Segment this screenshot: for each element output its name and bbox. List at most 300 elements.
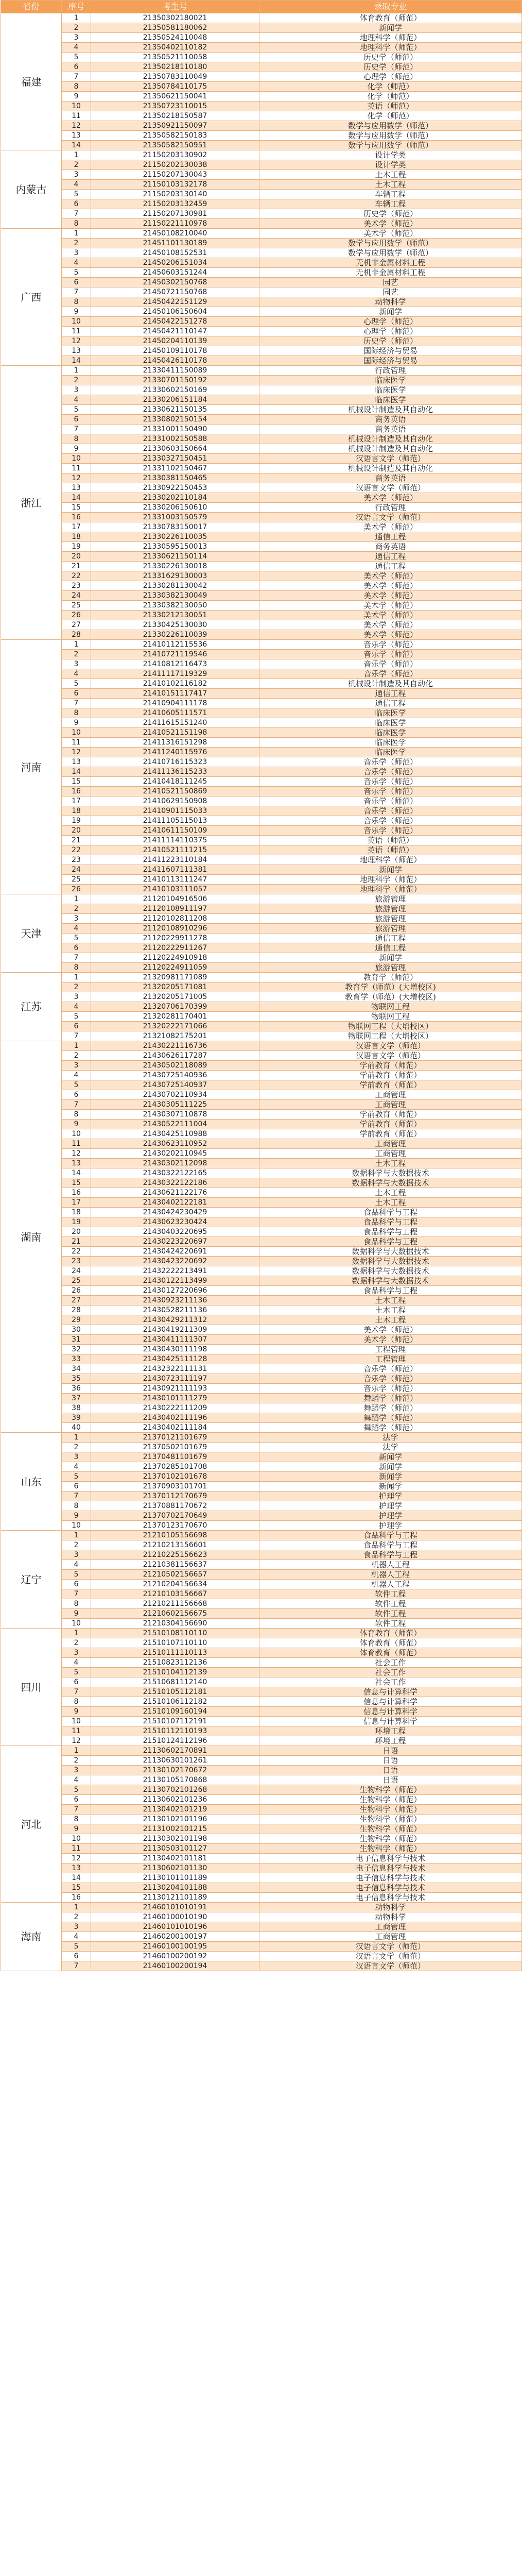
table-row: [1, 1315, 522, 1325]
table-row: [1, 13, 522, 23]
major-cell: 音乐学（师范）: [259, 757, 522, 767]
table-row: [1, 1824, 522, 1834]
table-row: [1, 1423, 522, 1433]
table-row: [1, 92, 522, 101]
seq-cell: 4: [62, 395, 91, 405]
major-cell: 设计学类: [259, 160, 522, 170]
major-cell: 日语: [259, 1746, 522, 1756]
student-id-cell: 21430425110988: [91, 1129, 259, 1139]
student-id-cell: 21120102811208: [91, 914, 259, 924]
seq-cell: 7: [62, 425, 91, 434]
seq-cell: 5: [62, 1785, 91, 1795]
student-id-cell: 21330327150451: [91, 454, 259, 464]
table-row: [1, 1912, 522, 1922]
student-id-cell: 21450106150604: [91, 307, 259, 317]
table-row: [1, 904, 522, 914]
student-id-cell: 21330621150135: [91, 405, 259, 415]
student-id-cell: 21120229911278: [91, 934, 259, 943]
province-cell: 广西: [1, 229, 62, 366]
seq-cell: 28: [62, 1306, 91, 1315]
table-row: [1, 1002, 522, 1012]
table-row: [1, 1394, 522, 1403]
table-row: [1, 1110, 522, 1120]
seq-cell: 27: [62, 1296, 91, 1306]
table-row: [1, 865, 522, 875]
table-row: [1, 816, 522, 826]
table-row: [1, 1775, 522, 1785]
major-cell: 无机非金属材料工程: [259, 258, 522, 268]
student-id-cell: 21350783110049: [91, 72, 259, 82]
student-id-cell: 21330382130050: [91, 601, 259, 611]
student-id-cell: 21150221110978: [91, 219, 259, 229]
student-id-cell: 21210211156668: [91, 1599, 259, 1609]
table-row: [1, 591, 522, 601]
major-cell: 美术学（师范）: [259, 581, 522, 591]
major-cell: 化学（师范）: [259, 92, 522, 101]
student-id-cell: 21150207130043: [91, 170, 259, 180]
seq-cell: 1: [62, 1629, 91, 1638]
student-id-cell: 21510108110110: [91, 1629, 259, 1638]
student-id-cell: 21331003150579: [91, 513, 259, 522]
seq-cell: 8: [62, 963, 91, 973]
student-id-cell: 21130630101261: [91, 1756, 259, 1766]
student-id-cell: 21450109110178: [91, 346, 259, 356]
table-row: [1, 513, 522, 522]
table-row: [1, 1903, 522, 1912]
seq-cell: 10: [62, 1834, 91, 1844]
table-row: [1, 1345, 522, 1354]
student-id-cell: 21350723110015: [91, 101, 259, 111]
table-row: [1, 1227, 522, 1237]
major-cell: 美术学（师范）: [259, 522, 522, 532]
student-id-cell: 21210103156667: [91, 1589, 259, 1599]
seq-cell: 1: [62, 894, 91, 904]
table-row: [1, 336, 522, 346]
seq-cell: 4: [62, 924, 91, 934]
table-row: [1, 1511, 522, 1521]
major-cell: 无机非金属材料工程: [259, 268, 522, 278]
student-id-cell: 21510111110113: [91, 1648, 259, 1658]
table-row: [1, 1433, 522, 1443]
student-id-cell: 21330602150169: [91, 385, 259, 395]
table-row: [1, 307, 522, 317]
table-row: [1, 1550, 522, 1560]
major-cell: 车辆工程: [259, 190, 522, 199]
student-id-cell: 21350524110048: [91, 33, 259, 43]
seq-cell: 6: [62, 1580, 91, 1589]
student-id-cell: 21331002150588: [91, 434, 259, 444]
table-row: [1, 522, 522, 532]
seq-cell: 33: [62, 1354, 91, 1364]
major-cell: 舞蹈学（师范）: [259, 1413, 522, 1423]
student-id-cell: 21350581180062: [91, 23, 259, 33]
table-row: [1, 503, 522, 513]
major-cell: 数学与应用数学（师范）: [259, 239, 522, 248]
seq-cell: 3: [62, 1766, 91, 1775]
table-row: [1, 1080, 522, 1090]
major-cell: 护理学: [259, 1521, 522, 1531]
student-id-cell: 21410521150869: [91, 787, 259, 796]
table-row: [1, 356, 522, 366]
seq-cell: 1: [62, 1433, 91, 1443]
table-row: [1, 1413, 522, 1423]
major-cell: 行政管理: [259, 366, 522, 376]
table-row: [1, 1658, 522, 1668]
seq-cell: 10: [62, 454, 91, 464]
seq-cell: 3: [62, 659, 91, 669]
seq-cell: 8: [62, 1599, 91, 1609]
seq-cell: 17: [62, 522, 91, 532]
major-cell: 工程管理: [259, 1354, 522, 1364]
table-row: [1, 1863, 522, 1873]
table-row: [1, 767, 522, 777]
seq-cell: 5: [62, 934, 91, 943]
table-row: [1, 1306, 522, 1315]
table-row: [1, 1540, 522, 1550]
seq-cell: 15: [62, 1178, 91, 1188]
table-row: [1, 1648, 522, 1658]
major-cell: 机械设计制造及其自动化: [259, 405, 522, 415]
table-row: [1, 1501, 522, 1511]
major-cell: 机械设计制造及其自动化: [259, 434, 522, 444]
seq-cell: 8: [62, 219, 91, 229]
table-row: [1, 1805, 522, 1815]
seq-cell: 9: [62, 1609, 91, 1619]
seq-cell: 39: [62, 1413, 91, 1423]
student-id-cell: 21410904111178: [91, 699, 259, 708]
student-id-cell: 21210304156690: [91, 1619, 259, 1629]
seq-cell: 4: [62, 1462, 91, 1472]
seq-cell: 7: [62, 1100, 91, 1110]
major-cell: 土木工程: [259, 1296, 522, 1306]
student-id-cell: 21430725140936: [91, 1071, 259, 1080]
student-id-cell: 21330621150114: [91, 552, 259, 562]
table-row: [1, 1629, 522, 1638]
table-row: [1, 571, 522, 581]
student-id-cell: 21450204110139: [91, 336, 259, 346]
table-row: [1, 1668, 522, 1677]
seq-cell: 6: [62, 278, 91, 287]
major-cell: 护理学: [259, 1501, 522, 1511]
seq-cell: 34: [62, 1364, 91, 1374]
seq-cell: 37: [62, 1394, 91, 1403]
major-cell: 临床医学: [259, 708, 522, 718]
major-cell: 社会工作: [259, 1677, 522, 1687]
major-cell: 园艺: [259, 278, 522, 287]
major-cell: 电子信息科学与技术: [259, 1873, 522, 1883]
major-cell: 生物科学（师范）: [259, 1795, 522, 1805]
seq-cell: 8: [62, 1697, 91, 1707]
table-body: [1, 13, 522, 1971]
table-row: [1, 679, 522, 689]
table-row: [1, 366, 522, 376]
major-cell: 心理学（师范）: [259, 317, 522, 327]
student-id-cell: 21411240115976: [91, 748, 259, 757]
table-row: [1, 454, 522, 464]
student-id-cell: 21130602170891: [91, 1746, 259, 1756]
major-cell: 法学: [259, 1433, 522, 1443]
table-row: [1, 278, 522, 287]
seq-cell: 10: [62, 317, 91, 327]
major-cell: 临床医学: [259, 748, 522, 757]
seq-cell: 36: [62, 1384, 91, 1394]
major-cell: 数学与应用数学（师范）: [259, 141, 522, 150]
table-row: [1, 1296, 522, 1306]
seq-cell: 6: [62, 1952, 91, 1961]
table-row: [1, 1521, 522, 1531]
seq-cell: 10: [62, 1717, 91, 1726]
major-cell: 舞蹈学（师范）: [259, 1423, 522, 1433]
table-row: [1, 62, 522, 72]
seq-cell: 2: [62, 376, 91, 385]
student-id-cell: 21410103111057: [91, 885, 259, 894]
table-row: [1, 101, 522, 111]
major-cell: 生物科学（师范）: [259, 1844, 522, 1854]
seq-cell: 13: [62, 1863, 91, 1873]
major-cell: 历史学（师范）: [259, 209, 522, 219]
student-id-cell: 21130204101188: [91, 1883, 259, 1893]
student-id-cell: 21450603151244: [91, 268, 259, 278]
table-row: [1, 689, 522, 699]
seq-cell: 7: [62, 1805, 91, 1815]
student-id-cell: 21450422151129: [91, 297, 259, 307]
student-id-cell: 21350921150097: [91, 121, 259, 131]
student-id-cell: 21410611150109: [91, 826, 259, 836]
major-cell: 舞蹈学（师范）: [259, 1403, 522, 1413]
table-row: [1, 1697, 522, 1707]
student-id-cell: 21430202110945: [91, 1149, 259, 1159]
student-id-cell: 21370481101679: [91, 1452, 259, 1462]
seq-cell: 3: [62, 1550, 91, 1560]
table-row: [1, 248, 522, 258]
seq-cell: 10: [62, 101, 91, 111]
student-id-cell: 21510112110193: [91, 1726, 259, 1736]
student-id-cell: 21510124112196: [91, 1736, 259, 1746]
seq-cell: 12: [62, 1854, 91, 1863]
table-row: [1, 1638, 522, 1648]
major-cell: 电子信息科学与技术: [259, 1863, 522, 1873]
major-cell: 食品科学与工程: [259, 1550, 522, 1560]
table-row: [1, 199, 522, 209]
table-row: [1, 53, 522, 62]
seq-cell: 8: [62, 1110, 91, 1120]
seq-cell: 6: [62, 1795, 91, 1805]
major-cell: 食品科学与工程: [259, 1237, 522, 1247]
major-cell: 学前教育（师范）: [259, 1080, 522, 1090]
student-id-cell: 21350784110175: [91, 82, 259, 92]
student-id-cell: 21411223110184: [91, 855, 259, 865]
table-row: [1, 434, 522, 444]
major-cell: 音乐学（师范）: [259, 777, 522, 787]
major-cell: 新闻学: [259, 23, 522, 33]
student-id-cell: 21370903101701: [91, 1482, 259, 1492]
seq-cell: 8: [62, 708, 91, 718]
seq-cell: 11: [62, 1844, 91, 1854]
major-cell: 行政管理: [259, 503, 522, 513]
province-cell: 辽宁: [1, 1531, 62, 1629]
table-row: [1, 483, 522, 493]
seq-cell: 2: [62, 1540, 91, 1550]
student-id-cell: 21432222213491: [91, 1266, 259, 1276]
seq-cell: 12: [62, 336, 91, 346]
major-cell: 国际经济与贸易: [259, 346, 522, 356]
table-header-row: [1, 1, 522, 13]
major-cell: 新闻学: [259, 1472, 522, 1482]
table-row: [1, 796, 522, 806]
table-row: [1, 601, 522, 611]
student-id-cell: 21320222171066: [91, 1022, 259, 1031]
student-id-cell: 21350218150587: [91, 111, 259, 121]
major-cell: 日语: [259, 1766, 522, 1775]
table-row: [1, 160, 522, 170]
seq-cell: 1: [62, 150, 91, 160]
seq-cell: 14: [62, 1873, 91, 1883]
seq-cell: 22: [62, 1247, 91, 1257]
table-row: [1, 826, 522, 836]
student-id-cell: 21150103132178: [91, 180, 259, 190]
seq-cell: 12: [62, 473, 91, 483]
major-cell: 新闻学: [259, 307, 522, 317]
major-cell: 护理学: [259, 1511, 522, 1521]
student-id-cell: 21450108152531: [91, 248, 259, 258]
table-row: [1, 1178, 522, 1188]
table-row: [1, 1198, 522, 1208]
table-row: [1, 1482, 522, 1492]
major-cell: 美术学（师范）: [259, 620, 522, 630]
student-id-cell: 21430322122186: [91, 1178, 259, 1188]
major-cell: 数学与应用数学（师范）: [259, 121, 522, 131]
table-row: [1, 464, 522, 473]
table-row: [1, 1159, 522, 1168]
student-id-cell: 21430402111184: [91, 1423, 259, 1433]
major-cell: 旅游管理: [259, 914, 522, 924]
table-row: [1, 836, 522, 845]
table-row: [1, 1687, 522, 1697]
student-id-cell: 21430222111209: [91, 1403, 259, 1413]
major-cell: 食品科学与工程: [259, 1227, 522, 1237]
seq-cell: 6: [62, 689, 91, 699]
major-cell: 音乐学（师范）: [259, 1384, 522, 1394]
table-row: [1, 1100, 522, 1110]
student-id-cell: 21430402122181: [91, 1198, 259, 1208]
student-id-cell: 21330382130049: [91, 591, 259, 601]
student-id-cell: 21130702101268: [91, 1785, 259, 1795]
table-row: [1, 973, 522, 982]
student-id-cell: 21410605111571: [91, 708, 259, 718]
seq-cell: 4: [62, 180, 91, 190]
major-cell: 软件工程: [259, 1599, 522, 1609]
table-row: [1, 1707, 522, 1717]
student-id-cell: 21350582150951: [91, 141, 259, 150]
province-cell: 河南: [1, 640, 62, 894]
student-id-cell: 21130503101127: [91, 1844, 259, 1854]
major-cell: 数据科学与大数据技术: [259, 1276, 522, 1286]
major-cell: 园艺: [259, 287, 522, 297]
seq-cell: 9: [62, 92, 91, 101]
table-row: [1, 415, 522, 425]
major-cell: 物联网工程: [259, 1002, 522, 1012]
seq-cell: 2: [62, 1051, 91, 1061]
major-cell: 体育教育（师范）: [259, 1629, 522, 1638]
table-row: [1, 552, 522, 562]
seq-cell: 27: [62, 620, 91, 630]
seq-cell: 6: [62, 199, 91, 209]
table-row: [1, 1531, 522, 1540]
major-cell: 商务英语: [259, 473, 522, 483]
student-id-cell: 21210381156637: [91, 1560, 259, 1570]
major-cell: 国际经济与贸易: [259, 356, 522, 366]
seq-cell: 3: [62, 33, 91, 43]
table-row: [1, 1168, 522, 1178]
table-row: [1, 728, 522, 738]
student-id-cell: 21410629150908: [91, 796, 259, 806]
table-row: [1, 1766, 522, 1775]
major-cell: 物联网工程（大增校区）: [259, 1022, 522, 1031]
major-cell: 美术学（师范）: [259, 571, 522, 581]
table-row: [1, 1815, 522, 1824]
student-id-cell: 21430424230429: [91, 1208, 259, 1217]
seq-cell: 40: [62, 1423, 91, 1433]
table-row: [1, 1893, 522, 1903]
seq-cell: 7: [62, 1687, 91, 1697]
table-row: [1, 1247, 522, 1257]
major-cell: 机械设计制造及其自动化: [259, 464, 522, 473]
major-cell: 环境工程: [259, 1726, 522, 1736]
seq-cell: 3: [62, 1452, 91, 1462]
seq-cell: 14: [62, 493, 91, 503]
table-row: [1, 562, 522, 571]
student-id-cell: 21130302101198: [91, 1834, 259, 1844]
table-row: [1, 444, 522, 454]
table-row: [1, 287, 522, 297]
student-id-cell: 21510109160194: [91, 1707, 259, 1717]
major-cell: 生物科学（师范）: [259, 1834, 522, 1844]
major-cell: 机器人工程: [259, 1580, 522, 1589]
major-cell: 旅游管理: [259, 894, 522, 904]
student-id-cell: 21370102101678: [91, 1472, 259, 1482]
table-row: [1, 1932, 522, 1942]
student-id-cell: 21510107110110: [91, 1638, 259, 1648]
student-id-cell: 21451101130189: [91, 239, 259, 248]
table-row: [1, 346, 522, 356]
student-id-cell: 21150203130140: [91, 190, 259, 199]
major-cell: 法学: [259, 1443, 522, 1452]
student-id-cell: 21330783150017: [91, 522, 259, 532]
table-row: [1, 1492, 522, 1501]
student-id-cell: 21410151117417: [91, 689, 259, 699]
province-cell: 浙江: [1, 366, 62, 640]
table-row: [1, 650, 522, 659]
seq-cell: 35: [62, 1374, 91, 1384]
seq-cell: 10: [62, 1521, 91, 1531]
major-cell: 环境工程: [259, 1736, 522, 1746]
major-cell: 美术学（师范）: [259, 1335, 522, 1345]
student-id-cell: 21331102150467: [91, 464, 259, 473]
student-id-cell: 21450302150768: [91, 278, 259, 287]
seq-cell: 17: [62, 796, 91, 806]
student-id-cell: 21430429211312: [91, 1315, 259, 1325]
major-cell: 软件工程: [259, 1589, 522, 1599]
seq-cell: 11: [62, 464, 91, 473]
seq-cell: 5: [62, 1472, 91, 1482]
seq-cell: 16: [62, 787, 91, 796]
table-row: [1, 1599, 522, 1609]
major-cell: 通信工程: [259, 562, 522, 571]
seq-cell: 15: [62, 503, 91, 513]
student-id-cell: 21320205171005: [91, 992, 259, 1002]
student-id-cell: 21330381150465: [91, 473, 259, 483]
table-row: [1, 1580, 522, 1589]
